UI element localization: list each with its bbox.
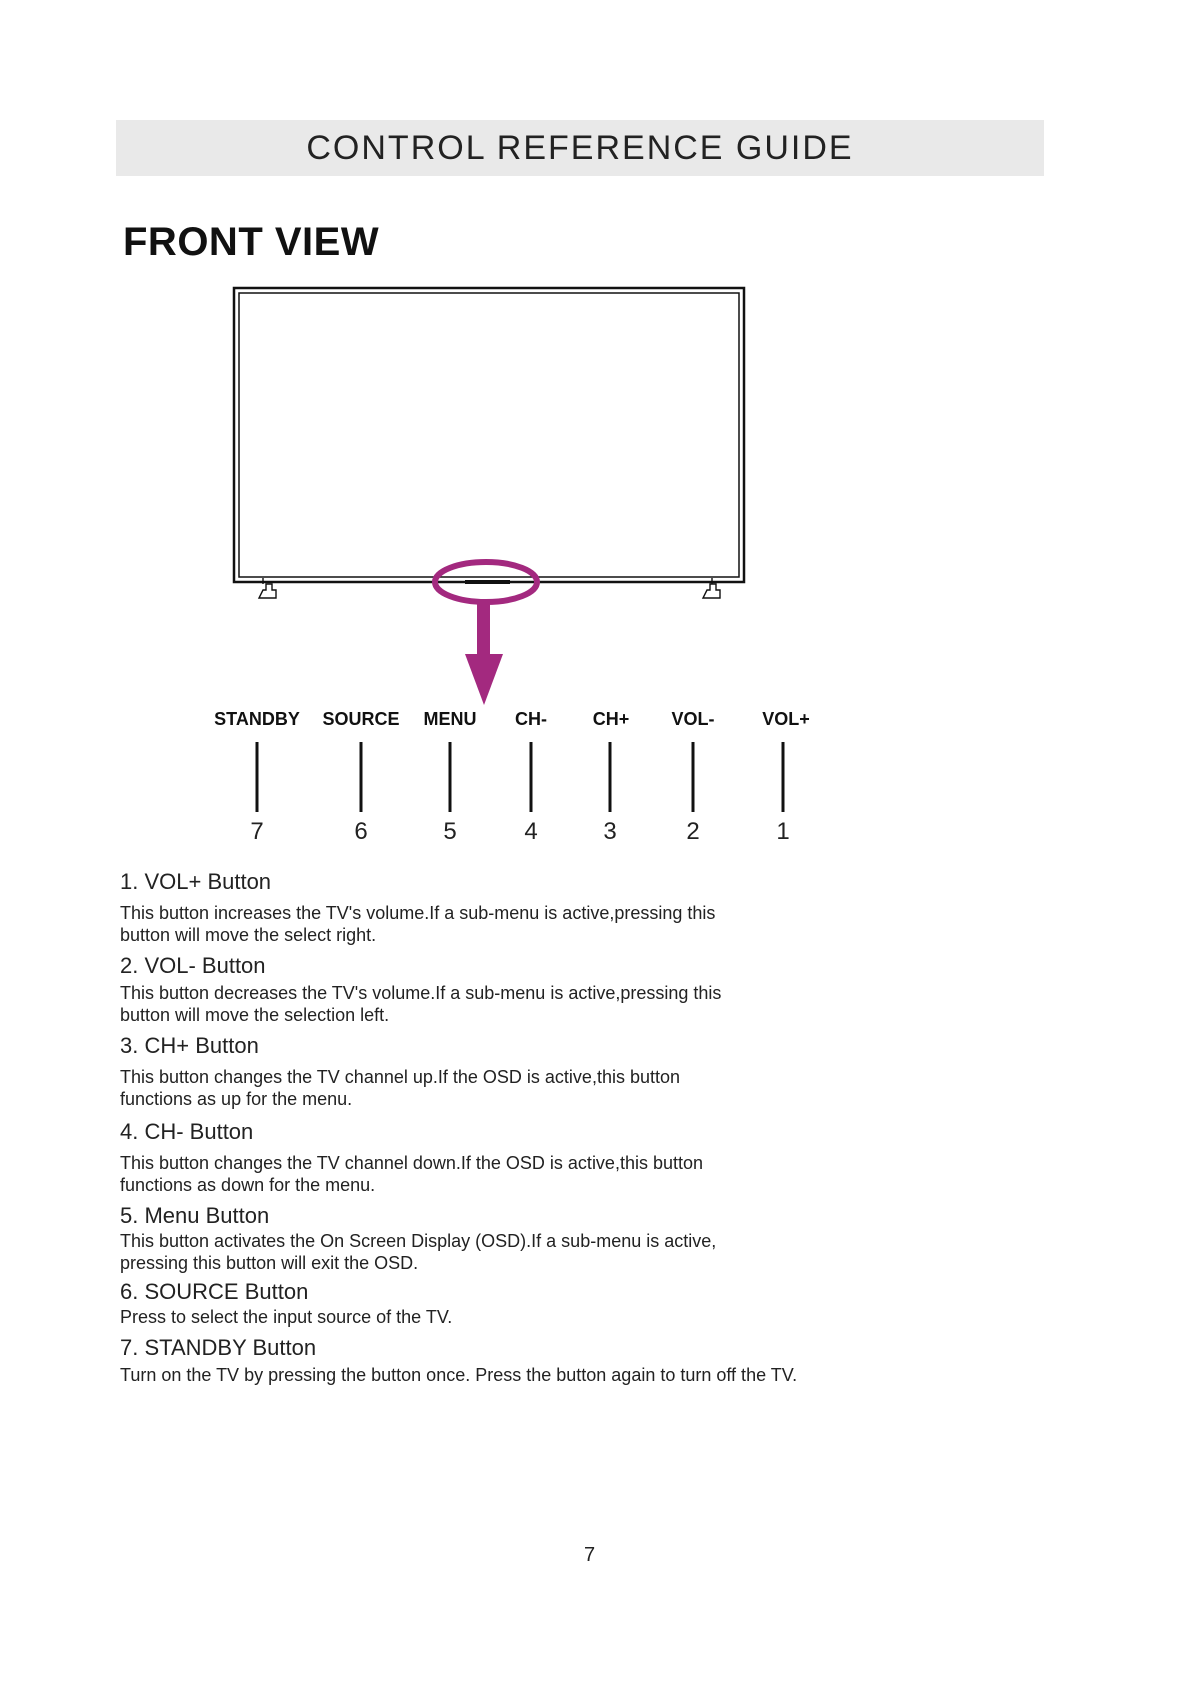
description-line: functions as up for the menu. [120, 1089, 353, 1109]
description-heading: 3. CH+ Button [120, 1033, 259, 1058]
leader-line-vol-plus [782, 742, 785, 812]
section-title: FRONT VIEW [123, 220, 380, 264]
leader-line-source [360, 742, 363, 812]
description-ch-plus [120, 1032, 920, 1110]
control-number-standby: 7 [250, 818, 264, 845]
page-title: CONTROL REFERENCE GUIDE [306, 128, 854, 167]
description-heading: 6. SOURCE Button [120, 1279, 309, 1304]
description-standby [120, 1334, 920, 1386]
description-line: This button changes the TV channel up.If the OSD is active,this button [120, 1067, 680, 1087]
description-line: This button increases the TV's volume.If a sub-menu is active,pressing this [120, 903, 716, 923]
control-label-source: SOURCE [322, 709, 400, 729]
control-number-menu: 5 [443, 818, 457, 845]
description-line: This button activates the On Screen Display (OSD).If a sub-menu is active, [120, 1231, 717, 1251]
control-label-standby: STANDBY [214, 709, 300, 729]
page-number: 7 [583, 1544, 596, 1566]
description-line: Press to select the input source of the TV. [120, 1307, 453, 1327]
leader-line-ch-minus [530, 742, 533, 812]
control-number-vol-plus: 1 [776, 818, 790, 845]
description-line: Turn on the TV by pressing the button once. Press the button again to turn off the TV. [120, 1365, 798, 1385]
leader-line-menu [449, 742, 452, 812]
description-heading: 7. STANDBY Button [120, 1335, 317, 1360]
description-line: functions as down for the menu. [120, 1175, 376, 1195]
tv-screen [239, 293, 739, 577]
pointer-arrow-shaft [477, 600, 490, 658]
leader-line-vol-minus [692, 742, 695, 812]
description-line: This button decreases the TV's volume.If a sub-menu is active,pressing this [120, 983, 722, 1003]
description-menu [120, 1202, 920, 1274]
leader-line-standby [256, 742, 259, 812]
description-line: button will move the select right. [120, 925, 377, 945]
description-line: button will move the selection left. [120, 1005, 390, 1025]
control-number-ch-plus: 3 [603, 818, 617, 845]
description-line: pressing this button will exit the OSD. [120, 1253, 419, 1273]
control-label-ch-minus: CH- [515, 709, 547, 729]
description-heading: 5. Menu Button [120, 1203, 270, 1228]
control-label-vol-minus: VOL- [671, 709, 715, 729]
control-number-vol-minus: 2 [686, 818, 700, 845]
control-panel-bar [465, 580, 510, 584]
description-heading: 1. VOL+ Button [120, 869, 272, 894]
control-number-source: 6 [354, 818, 368, 845]
description-vol-minus [120, 952, 920, 1026]
description-source [120, 1278, 920, 1328]
control-label-ch-plus: CH+ [592, 709, 630, 729]
description-line: This button changes the TV channel down.If the OSD is active,this button [120, 1153, 704, 1173]
leader-line-ch-plus [609, 742, 612, 812]
description-heading: 2. VOL- Button [120, 953, 266, 978]
control-label-vol-plus: VOL+ [762, 709, 810, 729]
description-vol-plus [120, 868, 920, 946]
description-ch-minus [120, 1118, 920, 1196]
pointer-arrow-head [465, 654, 503, 705]
button-descriptions [120, 868, 920, 1386]
description-heading: 4. CH- Button [120, 1119, 254, 1144]
control-label-menu: MENU [423, 709, 477, 729]
tv-outer-frame [234, 288, 744, 582]
control-number-ch-minus: 4 [524, 818, 538, 845]
